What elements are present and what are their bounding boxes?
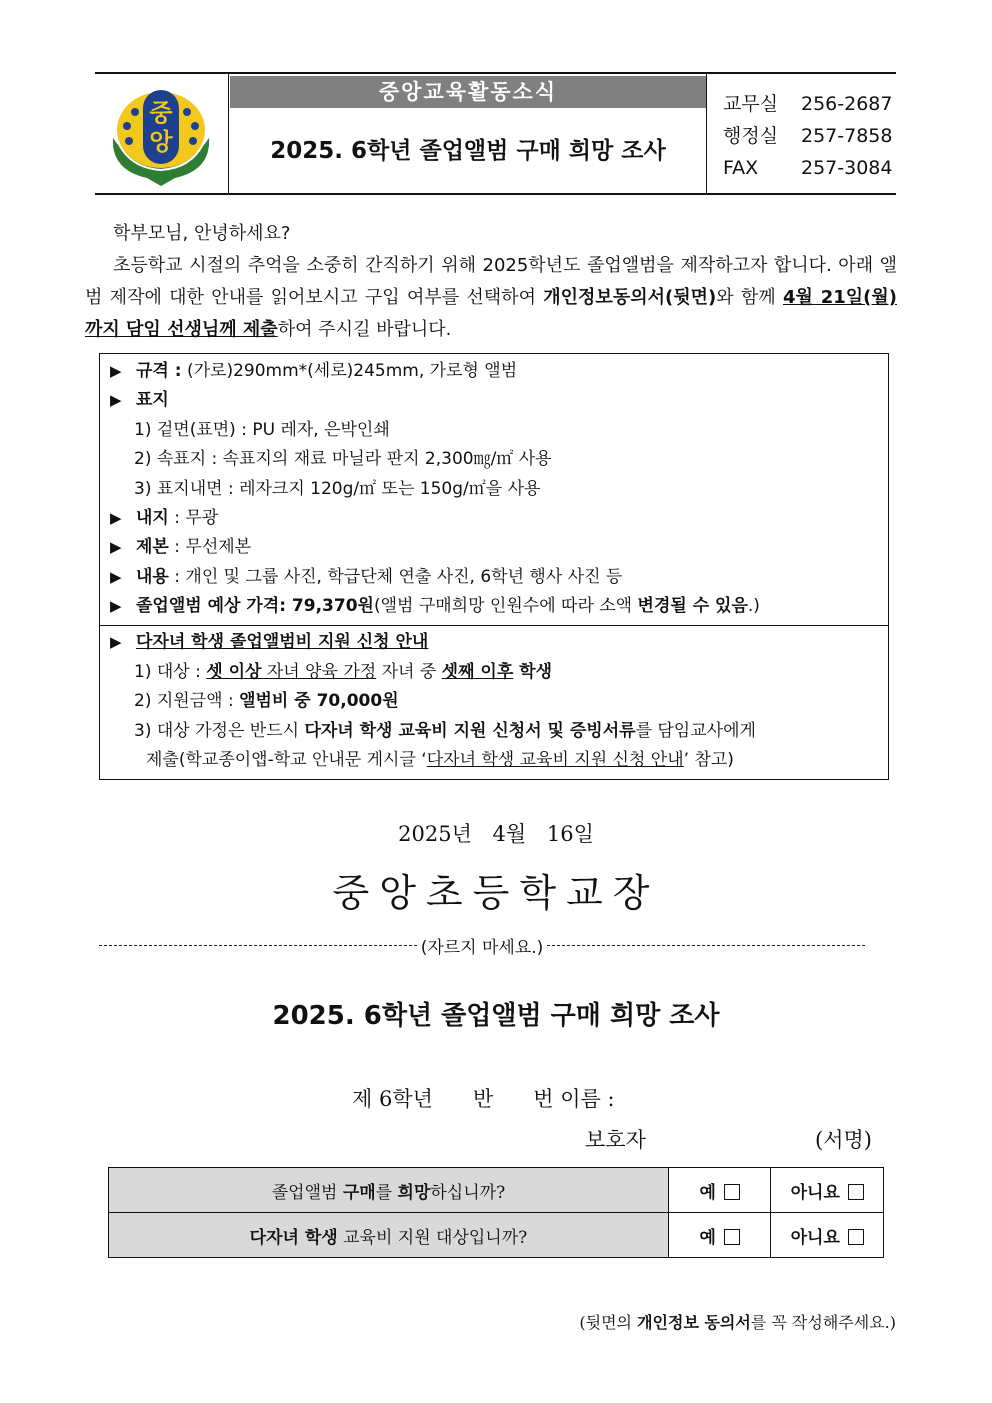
triangle-icon: ▶ xyxy=(110,568,122,586)
spec-cover: ▶ 표지 xyxy=(110,390,169,410)
issue-date: 2025년 4월 16일 xyxy=(398,822,594,846)
svg-text:앙: 앙 xyxy=(149,128,173,156)
divider xyxy=(706,74,707,193)
greeting: 학부모님, 안녕하세요? xyxy=(113,223,291,244)
contact-list xyxy=(723,88,893,184)
triangle-icon: ▶ xyxy=(110,391,122,409)
header-title: 2025. 6학년 졸업앨범 구매 희망 조사 xyxy=(270,138,666,164)
checkbox-icon xyxy=(848,1229,864,1245)
spec-cover-item: 2) 속표지 : 속표지의 재료 마닐라 판지 2,300㎎/㎡ 사용 xyxy=(134,449,552,469)
support-title: ▶ 다자녀 학생 졸업앨범비 지원 신청 안내 xyxy=(110,632,429,652)
table-row xyxy=(109,1213,884,1258)
spec-price: ▶ 졸업앨범 예상 가격: 79,370원(앨범 구매희망 인원수에 따라 소액 변경될 수 있음.) xyxy=(110,596,760,616)
triangle-icon: ▶ xyxy=(110,362,122,380)
triangle-icon: ▶ xyxy=(110,509,122,527)
triangle-icon: ▶ xyxy=(110,633,122,651)
intro-text xyxy=(85,218,897,346)
spec-binding: ▶ 제본 : 무선제본 xyxy=(110,537,252,557)
table-row xyxy=(109,1168,884,1213)
support-item: 1) 대상 : 셋 이상 자녀 양육 가정 자녀 중 셋째 이후 학생 xyxy=(134,662,553,682)
newsletter-band: 중앙교육활동소식 xyxy=(230,76,706,108)
divider xyxy=(100,625,888,626)
cut-line: (자르지 마세요.) xyxy=(99,933,865,958)
checkbox-icon xyxy=(848,1184,864,1200)
spec-box xyxy=(99,353,889,780)
checkbox-icon xyxy=(724,1229,740,1245)
question-cell: 다자녀 학생 교육비 지원 대상입니까? xyxy=(109,1213,669,1258)
spec-paper: ▶ 내지 : 무광 xyxy=(110,508,219,528)
divider xyxy=(228,74,229,193)
support-item: 2) 지원금액 : 앨범비 중 70,000원 xyxy=(134,691,399,711)
contact-row: 행정실 257-7858 xyxy=(723,125,893,147)
yes-checkbox[interactable]: 예 xyxy=(668,1168,771,1213)
spec-cover-item: 1) 겉면(표면) : PU 레자, 은박인쇄 xyxy=(134,420,390,440)
student-name-field[interactable]: 제 6학년 반 번 이름 : xyxy=(352,1087,615,1111)
spec-size: ▶ 규격 : (가로)290mm*(세로)245mm, 가로형 앨범 xyxy=(110,361,518,381)
signature-field[interactable]: (서명) xyxy=(815,1128,872,1152)
intro-paragraph: 초등학교 시절의 추억을 소중히 간직하기 위해 2025학년도 졸업앨범을 제작하고자 합니다. 아래 앨범 제작에 대한 안내를 읽어보시고 구입 여부를 선택하여 개인정보동의서(뒷면)와 함께 4월 21일(월)까지 담임 선생님께 제출하여 주시길 바랍니다. xyxy=(85,255,897,340)
principal-signature: 중앙초등학교장 xyxy=(332,871,660,915)
footnote: (뒷면의 개인정보 동의서를 꼭 작성해주세요.) xyxy=(579,1313,896,1332)
survey-table xyxy=(108,1167,884,1258)
dash-line xyxy=(99,945,417,946)
dash-line xyxy=(547,945,865,946)
spec-cover-item: 3) 표지내면 : 레자크지 120g/㎡ 또는 150g/㎡을 사용 xyxy=(134,479,541,499)
guardian-label: 보호자 xyxy=(585,1128,646,1152)
triangle-icon: ▶ xyxy=(110,597,122,615)
survey-title: 2025. 6학년 졸업앨범 구매 희망 조사 xyxy=(272,1001,720,1031)
no-checkbox[interactable]: 아니요 xyxy=(771,1213,884,1258)
triangle-icon: ▶ xyxy=(110,538,122,556)
contact-row: 교무실 256-2687 xyxy=(723,93,893,115)
yes-checkbox[interactable]: 예 xyxy=(668,1213,771,1258)
support-item: 3) 대상 가정은 반드시 다자녀 학생 교육비 지원 신청서 및 증빙서류를 담임교사에게 xyxy=(134,721,756,741)
no-checkbox[interactable]: 아니요 xyxy=(771,1168,884,1213)
contact-row: FAX 257-3084 xyxy=(723,157,893,179)
school-logo xyxy=(95,74,228,193)
support-item-cont: 제출(학교종이앱-학교 안내문 게시글 ‘다자녀 학생 교육비 지원 신청 안내’ 참고) xyxy=(146,750,734,770)
header-block xyxy=(95,72,896,195)
checkbox-icon xyxy=(724,1184,740,1200)
svg-text:중: 중 xyxy=(149,99,173,127)
question-cell: 졸업앨범 구매를 희망하십니까? xyxy=(109,1168,669,1213)
spec-content: ▶ 내용 : 개인 및 그룹 사진, 학급단체 연출 사진, 6학년 행사 사진 등 xyxy=(110,567,623,587)
